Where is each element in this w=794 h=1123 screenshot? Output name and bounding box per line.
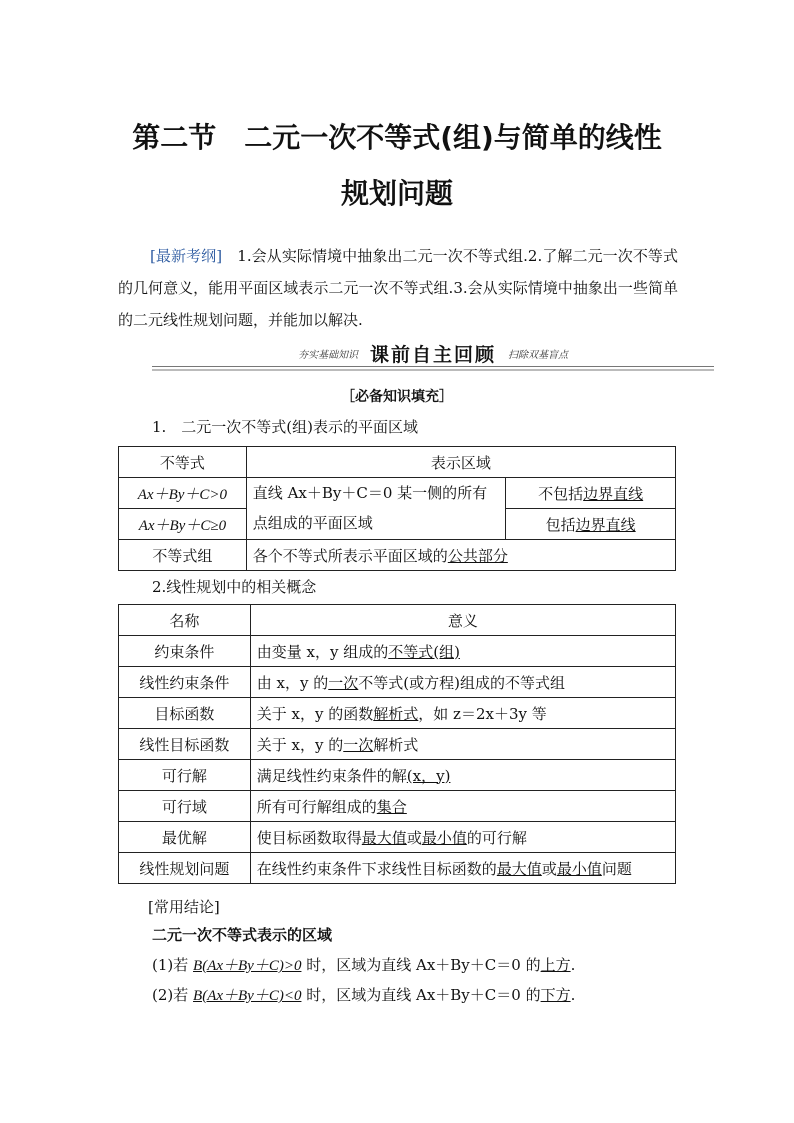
banner-left-text: 夯实基础知识: [297, 349, 358, 361]
conclusion-underlined: 下方: [540, 986, 571, 1004]
conclusion-underlined: 上方: [540, 956, 571, 974]
meaning-text: 不等式(或方程)组成的不等式组: [358, 673, 565, 692]
cell-underlined-text: 边界直线: [575, 515, 636, 534]
table-cell: 不等式组: [119, 540, 247, 571]
meaning-text: 问题: [601, 859, 632, 878]
table-row: [119, 636, 676, 667]
concept-name-cell: 约束条件: [119, 636, 251, 667]
concept-name-cell: 线性规划问题: [119, 853, 251, 884]
table-cell: Ax＋By＋C>0: [119, 478, 247, 509]
table-cell: [506, 478, 676, 509]
region-desc-line1: 直线 Ax＋By＋C＝0 某一侧的所有: [252, 484, 488, 502]
cell-underlined-text: 边界直线: [583, 484, 644, 503]
table-row: [119, 605, 676, 636]
concept-name-cell: 可行解: [119, 760, 251, 791]
table-row: [119, 540, 676, 571]
conclusion-text: (2)若: [152, 986, 194, 1004]
cell-underlined-text: 公共部分: [447, 546, 508, 565]
banner-divider: [152, 366, 714, 367]
conclusion-item-2: [152, 984, 575, 1005]
table-row: [119, 698, 676, 729]
meaning-text: 的可行解: [466, 828, 527, 847]
meaning-underlined: 一次: [328, 673, 359, 692]
conclusion-text: 时，区域为直线 Ax＋By＋C＝0 的: [301, 986, 541, 1004]
concept-meaning-cell: [250, 822, 675, 853]
page-title-line2: 规划问题: [340, 177, 453, 210]
concept-meaning-cell: [250, 729, 675, 760]
cell-text: 包括: [545, 515, 576, 534]
concept-name-cell: 线性约束条件: [119, 667, 251, 698]
meaning-underlined: 最小值: [421, 828, 467, 847]
table-cell: [506, 509, 676, 540]
table-row: [119, 760, 676, 791]
table-header-cell: 名称: [119, 605, 251, 636]
cell-text: 不包括: [538, 484, 584, 503]
concept-meaning-cell: [250, 698, 675, 729]
banner-title: 课前自主回顾: [369, 343, 496, 366]
linear-programming-table: [118, 604, 676, 884]
meaning-underlined: 最小值: [556, 859, 602, 878]
conclusion-text: .: [570, 956, 576, 974]
section-banner: [152, 340, 714, 370]
concept-meaning-cell: [250, 667, 675, 698]
meaning-text: 关于 x，y 的: [256, 735, 344, 754]
section1-title: 1. 二元一次不等式(组)表示的平面区域: [152, 418, 419, 436]
table-header-cell: 表示区域: [246, 447, 675, 478]
meaning-underlined: 不等式(组): [388, 642, 460, 661]
meaning-text: 解析式: [373, 735, 419, 754]
syllabus-paragraph: [118, 240, 678, 336]
meaning-underlined: 最大值: [361, 828, 407, 847]
meaning-text: 在线性约束条件下求线性目标函数的: [256, 859, 497, 878]
meaning-text: 或: [406, 828, 422, 847]
meaning-underlined: 一次: [343, 735, 374, 754]
meaning-text: 满足线性约束条件的解: [256, 766, 407, 785]
conclusion-text: .: [570, 986, 576, 1004]
table-row: [119, 791, 676, 822]
concept-name-cell: 线性目标函数: [119, 729, 251, 760]
table-header-cell: 意义: [250, 605, 675, 636]
knowledge-heading: ［必备知识填充］: [341, 389, 453, 405]
syllabus-tag: [最新考纲]: [150, 247, 223, 265]
concept-meaning-cell: [250, 636, 675, 667]
conclusion-text: (1)若: [152, 956, 194, 974]
meaning-text: ，如 z＝2x＋3y 等: [418, 704, 547, 723]
table-row: [119, 478, 676, 509]
concept-meaning-cell: [250, 791, 675, 822]
concept-name-cell: 最优解: [119, 822, 251, 853]
concept-name-cell: 可行域: [119, 791, 251, 822]
inequality-region-table: [118, 446, 676, 571]
concept-meaning-cell: [250, 760, 675, 791]
conclusion-item-1: [152, 954, 575, 975]
meaning-text: 由 x，y 的: [256, 673, 329, 692]
meaning-underlined: 最大值: [496, 859, 542, 878]
conclusion-tag: [常用结论]: [148, 898, 220, 916]
region-desc-line2: 点组成的平面区域: [252, 514, 373, 532]
conclusion-underlined: B(Ax＋By＋C)<0: [193, 988, 302, 1004]
concept-meaning-cell: [250, 853, 675, 884]
banner-divider-shadow: [152, 369, 714, 371]
meaning-text: 或: [541, 859, 557, 878]
conclusion-underlined: B(Ax＋By＋C)>0: [193, 958, 302, 974]
cell-text: 各个不等式所表示平面区域的: [252, 546, 448, 565]
concept-table-body: [119, 605, 676, 884]
table-row: [119, 822, 676, 853]
concept-name-cell: 目标函数: [119, 698, 251, 729]
table-header-cell: 不等式: [119, 447, 247, 478]
syllabus-text: 1.会从实际情境中抽象出二元一次不等式组.2.了解二元一次不等式的几何意义，能用平面区域表示二元一次不等式组.3.会从实际情境中抽象出一些简单的二元线性规划问题，并能加以解决.: [118, 247, 678, 329]
table-row: [119, 667, 676, 698]
meaning-text: 使目标函数取得: [256, 828, 362, 847]
conclusion-heading: 二元一次不等式表示的区域: [152, 926, 333, 944]
meaning-underlined: 集合: [376, 797, 407, 816]
table-row: [119, 447, 676, 478]
conclusion-text: 时，区域为直线 Ax＋By＋C＝0 的: [301, 956, 541, 974]
meaning-text: 所有可行解组成的: [256, 797, 377, 816]
table-cell: [246, 478, 506, 540]
meaning-text: 由变量 x，y 组成的: [256, 642, 389, 661]
table-cell: [246, 540, 675, 571]
table-row: [119, 729, 676, 760]
meaning-text: 关于 x，y 的函数: [256, 704, 374, 723]
section2-title: 2.线性规划中的相关概念: [152, 578, 317, 596]
table-cell: Ax＋By＋C≥0: [119, 509, 247, 540]
table-row: [119, 853, 676, 884]
meaning-underlined: 解析式: [373, 704, 419, 723]
page-title-line1: 第二节 二元一次不等式(组)与简单的线性: [132, 121, 662, 154]
meaning-underlined: (x，y): [406, 766, 451, 785]
banner-right-text: 扫除双基盲点: [508, 349, 568, 361]
